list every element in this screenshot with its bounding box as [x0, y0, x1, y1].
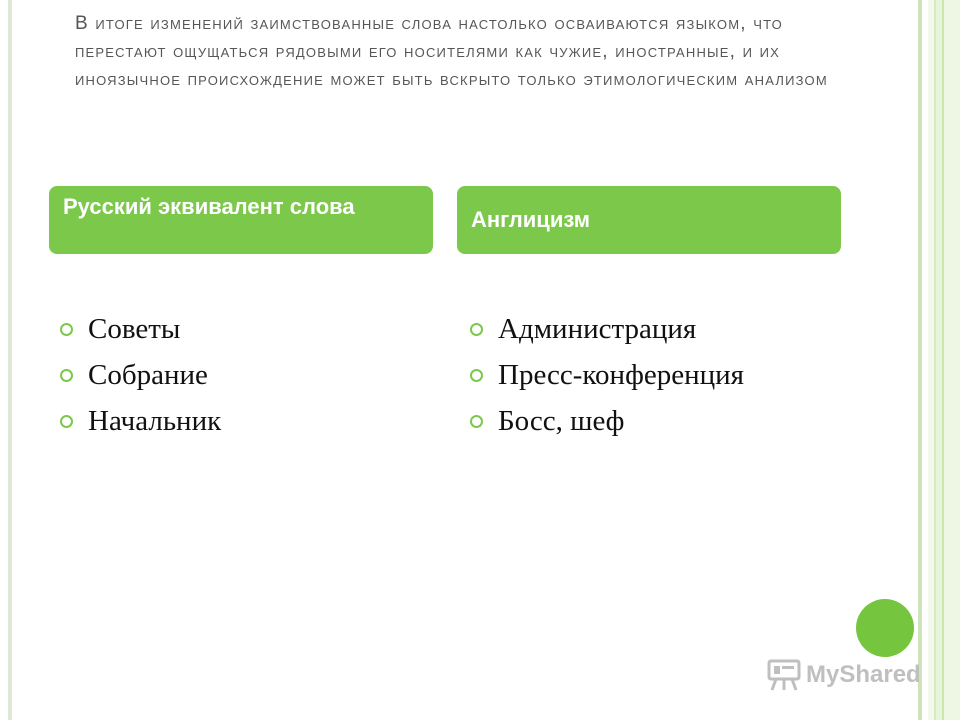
circle-bullet-icon [60, 323, 73, 336]
right-border-stripes [928, 0, 960, 720]
circle-bullet-icon [470, 323, 483, 336]
circle-bullet-icon [60, 369, 73, 382]
right-column-header [457, 186, 841, 254]
circle-bullet-icon [470, 415, 483, 428]
list-item [470, 306, 744, 352]
list-item-text: Начальник [88, 404, 222, 437]
list-item-text: Советы [88, 312, 181, 345]
list-item-text: Пресс-конференция [498, 358, 745, 391]
list-item [470, 398, 744, 444]
circle-bullet-icon [60, 415, 73, 428]
list-item [60, 398, 221, 444]
list-item [60, 306, 221, 352]
list-item [60, 352, 221, 398]
list-item-text: Босс, шеф [498, 404, 625, 437]
watermark-text: MyShared [806, 661, 921, 688]
left-border-decoration [8, 0, 12, 720]
list-item [470, 352, 744, 398]
green-circle-decoration [856, 599, 914, 657]
left-column-header-label: Русский эквивалент слова [63, 194, 355, 219]
list-item-text: Собрание [88, 358, 208, 391]
circle-bullet-icon [470, 369, 483, 382]
right-word-list [470, 306, 744, 444]
projector-icon [766, 658, 802, 692]
right-column-header-label: Англицизм [471, 207, 591, 232]
list-item-text: Администрация [498, 312, 697, 345]
intro-paragraph: В итоге изменений заимствованные слова настолько осваиваются языком, что перестают ощущаться рядовыми его носителями как чужие, иностранные, и их иноязычное происхождение может быть вскрыто только этимологическим анализом [75, 13, 828, 90]
left-column-header [49, 186, 433, 254]
right-border-line [918, 0, 922, 720]
watermark-logo[interactable] [766, 654, 921, 696]
left-word-list [60, 306, 221, 444]
